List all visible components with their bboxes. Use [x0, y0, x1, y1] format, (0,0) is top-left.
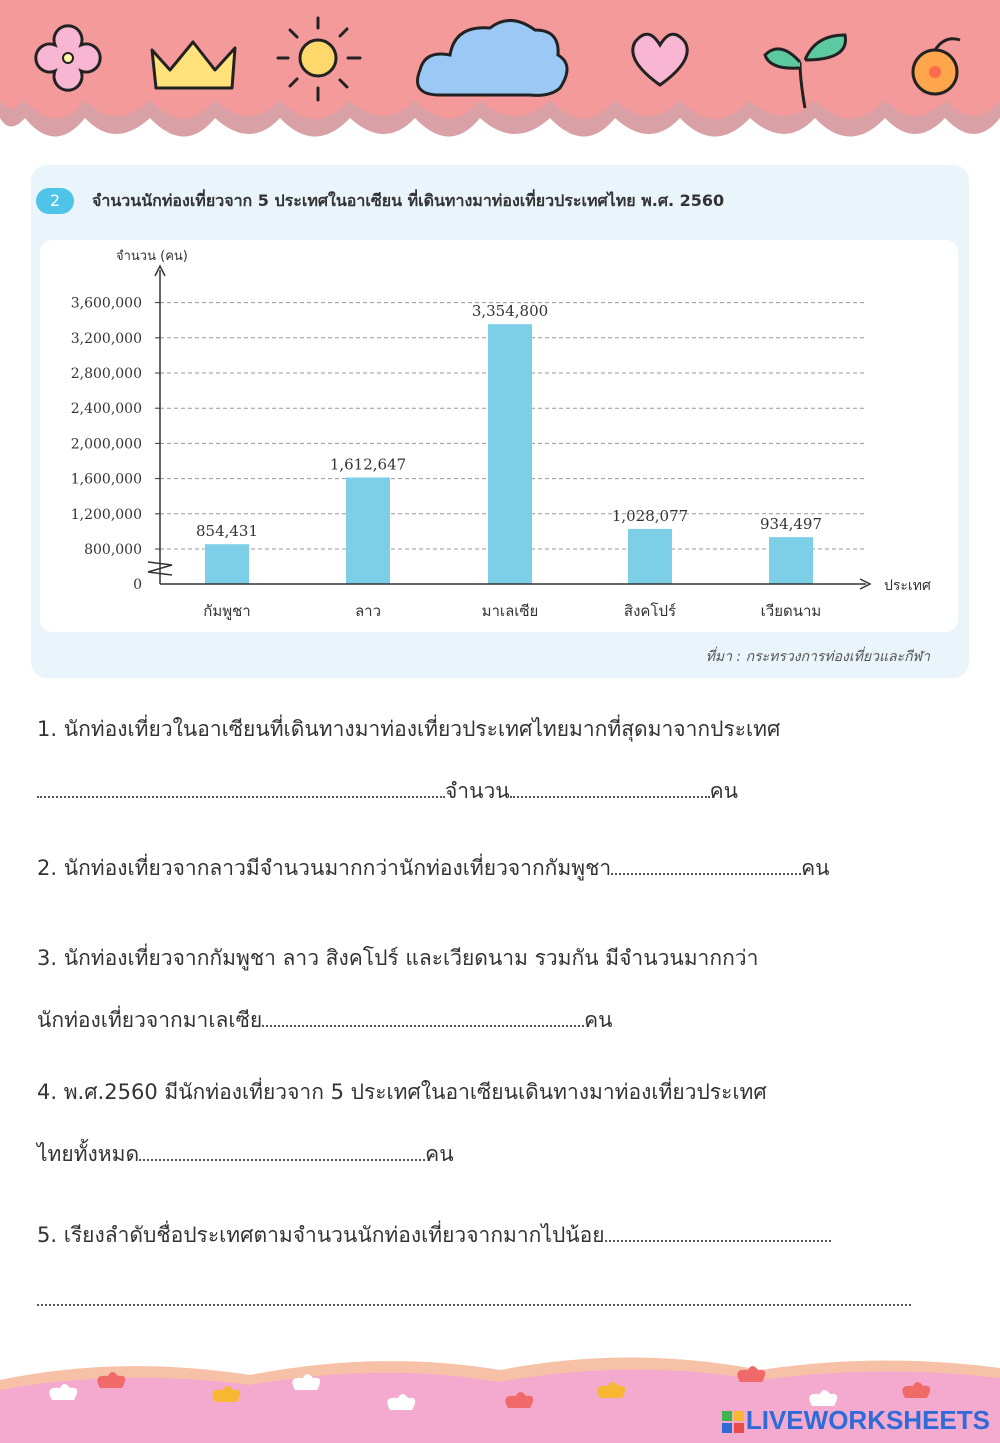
- question-1-mid: จำนวน: [445, 779, 510, 803]
- question-2-text: 2. นักท่องเที่ยวจากลาวมีจำนวนมากกว่านักท่องเที่ยวจากกัมพูชา: [37, 856, 612, 880]
- axis-break-icon: [148, 562, 172, 575]
- y-tick-label: 1,600,000: [70, 471, 142, 488]
- bar: [205, 544, 249, 584]
- answer-blank-1a[interactable]: [37, 778, 445, 798]
- y-tick-label: 3,200,000: [70, 330, 142, 347]
- x-tick-label: สิงคโปร์: [623, 602, 677, 620]
- bar: [346, 477, 390, 584]
- brand-text: LIVEWORKSHEETS: [745, 1405, 990, 1435]
- answer-blank-2[interactable]: [611, 855, 801, 875]
- question-3-text-2: นักท่องเที่ยวจากมาเลเซีย: [37, 1008, 263, 1032]
- y-tick-label: 2,800,000: [70, 366, 142, 382]
- y-tick-label: 3,600,000: [70, 295, 142, 312]
- question-2: [37, 853, 830, 883]
- x-axis-label: ประเทศ: [884, 578, 931, 594]
- x-tick-label: กัมพูชา: [203, 602, 251, 620]
- question-1-text: 1. นักท่องเที่ยวในอาเซียนที่เดินทางมาท่องเที่ยวประเทศไทยมากที่สุดมาจากประเทศ: [37, 717, 781, 741]
- x-tick-label: ลาว: [354, 602, 382, 620]
- y-tick-label: 800,000: [84, 542, 142, 558]
- question-5-answer-line: [37, 1284, 911, 1314]
- answer-blank-4[interactable]: [139, 1141, 425, 1161]
- bar: [628, 529, 672, 584]
- question-3: [37, 943, 758, 973]
- chart-title: จำนวนนักท่องเที่ยวจาก 5 ประเทศในอาเซียน ที่เดินทางมาท่องเที่ยวประเทศไทย พ.ศ. 2560: [92, 191, 725, 210]
- question-5-text: 5. เรียงลำดับชื่อประเทศตามจำนวนนักท่องเที่ยวจากมากไปน้อย: [37, 1223, 605, 1247]
- x-tick-label: มาเลเซีย: [481, 602, 539, 620]
- question-5: [37, 1220, 831, 1250]
- bar: [769, 537, 813, 584]
- bar: [488, 324, 532, 584]
- question-3-text: 3. นักท่องเที่ยวจากกัมพูชา ลาว สิงคโปร์ และเวียดนาม รวมกัน มีจำนวนมากกว่า: [37, 946, 759, 970]
- bar-value-label: 934,497: [759, 515, 823, 534]
- liveworksheets-logo[interactable]: [722, 1405, 990, 1436]
- bar-value-label: 854,431: [195, 522, 259, 541]
- question-4: [37, 1077, 767, 1107]
- question-2-unit: คน: [801, 856, 830, 880]
- question-4-text-2: ไทยทั้งหมด: [37, 1142, 140, 1166]
- y-tick-label: 0: [133, 577, 142, 593]
- question-number-badge: 2: [36, 188, 74, 214]
- y-tick-label: 2,000,000: [70, 436, 142, 453]
- answer-blank-1b[interactable]: [510, 778, 710, 798]
- y-tick-label: 2,400,000: [70, 401, 142, 418]
- question-4-answer-line: [37, 1139, 454, 1169]
- x-tick-label: เวียดนาม: [760, 602, 822, 620]
- question-4-text: 4. พ.ศ.2560 มีนักท่องเที่ยวจาก 5 ประเทศในอาเซียนเดินทางมาท่องเที่ยวประเทศ: [37, 1080, 767, 1104]
- question-4-unit: คน: [425, 1142, 454, 1166]
- bar-value-label: 3,354,800: [471, 302, 549, 321]
- bar-chart: [0, 0, 1000, 680]
- liveworksheets-icon: [722, 1411, 744, 1433]
- question-3-answer-line: [37, 1005, 613, 1035]
- answer-blank-5b[interactable]: [37, 1286, 911, 1306]
- bar-value-label: 1,028,077: [611, 506, 689, 525]
- question-1-answer-line: [37, 776, 738, 806]
- y-axis-label: จำนวน (คน): [116, 249, 188, 264]
- question-1: [37, 714, 780, 744]
- y-tick-label: 1,200,000: [70, 506, 142, 523]
- answer-blank-3[interactable]: [262, 1007, 584, 1027]
- question-3-unit: คน: [584, 1008, 613, 1032]
- answer-blank-5a[interactable]: [605, 1222, 831, 1242]
- question-1-unit: คน: [709, 779, 739, 803]
- bar-value-label: 1,612,647: [329, 455, 407, 474]
- chart-source: ที่มา : กระทรวงการท่องเที่ยวและกีฬา: [705, 649, 930, 665]
